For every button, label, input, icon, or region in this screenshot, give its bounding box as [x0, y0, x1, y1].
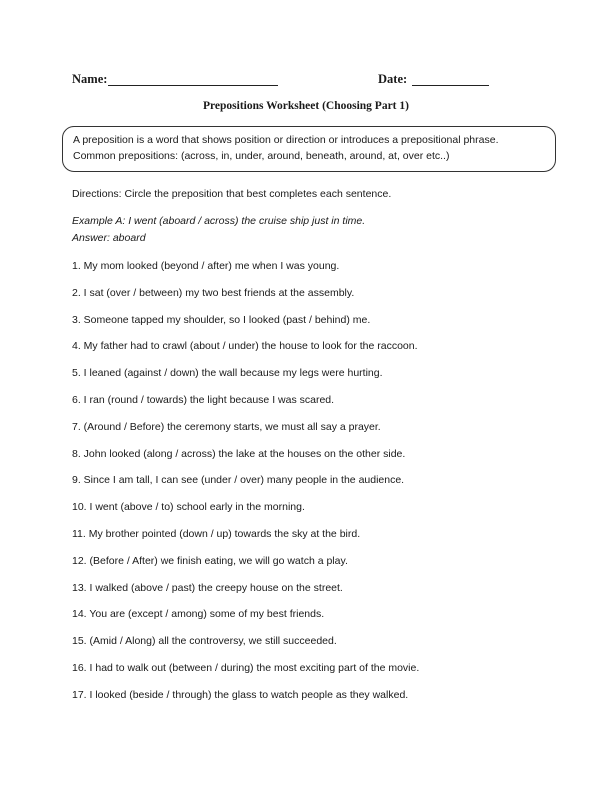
name-blank-line [108, 85, 278, 86]
definition-line-2: Common prepositions: (across, in, under, around, beneath, around, at, over etc..) [73, 150, 450, 162]
name-label: Name: [72, 72, 108, 86]
question-item: 9. Since I am tall, I can see (under / over) many people in the audience. [72, 474, 405, 487]
date-label: Date: [378, 72, 408, 86]
worksheet-title: Prepositions Worksheet (Choosing Part 1) [203, 100, 409, 112]
example-sentence: Example A: I went (aboard / across) the cruise ship just in time. [72, 215, 366, 227]
question-item: 11. My brother pointed (down / up) towards the sky at the bird. [72, 527, 361, 540]
question-item: 17. I looked (beside / through) the glass to watch people as they walked. [72, 688, 409, 701]
definition-box [62, 126, 556, 172]
definition-line-1: A preposition is a word that shows position or direction or introduces a prepositional phrase. [73, 134, 499, 146]
question-item: 3. Someone tapped my shoulder, so I looked (past / behind) me. [72, 313, 371, 326]
question-item: 16. I had to walk out (between / during) the most exciting part of the movie. [72, 661, 420, 674]
question-item: 6. I ran (round / towards) the light because I was scared. [72, 393, 335, 406]
date-blank-line [412, 85, 489, 86]
example-block [72, 213, 365, 247]
question-item: 15. (Amid / Along) all the controversy, we still succeeded. [72, 635, 337, 648]
question-item: 1. My mom looked (beyond / after) me when I was young. [72, 260, 340, 272]
question-item: 7. (Around / Before) the ceremony starts, we must all say a prayer. [72, 420, 381, 433]
question-list [72, 258, 542, 714]
directions-text: Directions: Circle the preposition that best completes each sentence. [72, 188, 392, 200]
question-item: 5. I leaned (against / down) the wall because my legs were hurting. [72, 367, 383, 380]
question-item: 12. (Before / After) we finish eating, we will go watch a play. [72, 554, 348, 567]
header-row [72, 72, 512, 90]
example-answer: Answer: aboard [72, 232, 146, 244]
question-item: 14. You are (except / among) some of my best friends. [72, 608, 325, 621]
question-item: 13. I walked (above / past) the creepy house on the street. [72, 581, 343, 594]
question-item: 2. I sat (over / between) my two best friends at the assembly. [72, 286, 355, 299]
question-item: 10. I went (above / to) school early in the morning. [72, 501, 305, 514]
question-item: 8. John looked (along / across) the lake at the houses on the other side. [72, 447, 406, 460]
question-item: 4. My father had to crawl (about / under) the house to look for the raccoon. [72, 340, 418, 353]
